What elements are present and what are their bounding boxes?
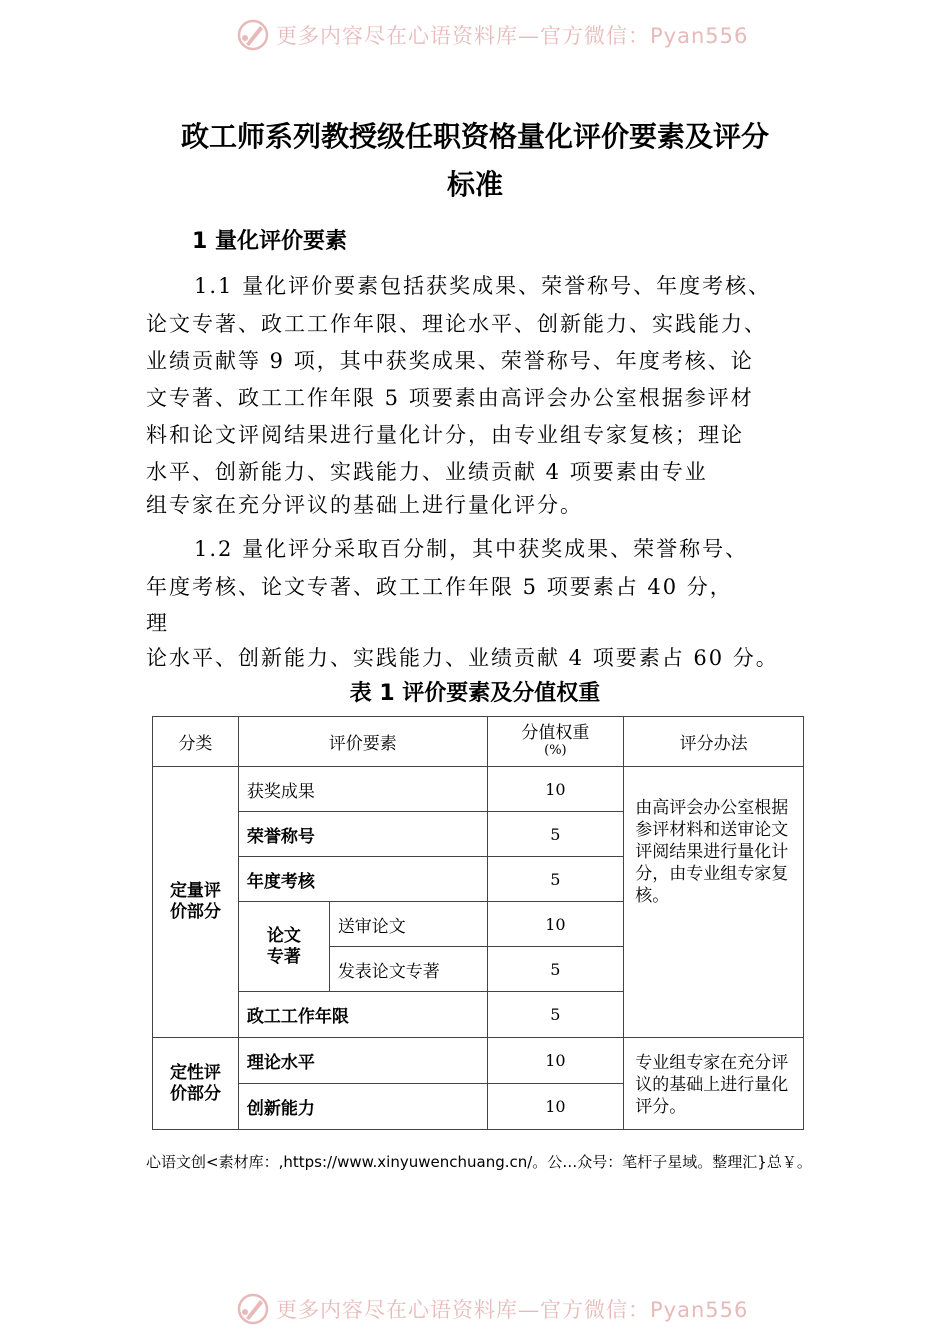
pen-logo-icon bbox=[236, 18, 270, 52]
weight-cell: 10 bbox=[487, 767, 624, 812]
thesis-group-cell: 论文专著 bbox=[238, 902, 329, 992]
paragraph-2-line: 年度考核、论文专著、政工工作年限 5 项要素占 40 分， bbox=[146, 575, 733, 599]
section-heading: 1 量化评价要素 bbox=[192, 229, 347, 254]
header-weight: 分值权重 (%) bbox=[487, 717, 624, 767]
watermark-banner-top bbox=[0, 16, 950, 56]
category-qualitative: 定性评价部分 bbox=[153, 1038, 239, 1130]
element-cell: 理论水平 bbox=[238, 1038, 487, 1084]
footnote: 心语文创<素材库：,https://www.xinyuwenchuang.cn/。公…众号：笔杆子星域。整理汇}总￥。 bbox=[146, 1153, 812, 1171]
paragraph-2-line: 理 bbox=[146, 611, 169, 635]
element-cell: 荣誉称号 bbox=[238, 812, 487, 857]
header-method: 评分办法 bbox=[624, 717, 804, 767]
paragraph-1-line: 组专家在充分评议的基础上进行量化评分。 bbox=[146, 493, 583, 517]
table-row bbox=[153, 767, 804, 812]
weight-cell: 5 bbox=[487, 947, 624, 992]
element-cell: 发表论文专著 bbox=[329, 947, 487, 992]
weight-cell: 5 bbox=[487, 992, 624, 1038]
paragraph-1-line: 论文专著、政工工作年限、理论水平、创新能力、实践能力、 bbox=[146, 312, 767, 336]
watermark-text: 更多内容尽在心语资料库—官方微信：Pyan556 bbox=[276, 24, 749, 48]
header-element: 评价要素 bbox=[238, 717, 487, 767]
paragraph-2-line: 论水平、创新能力、实践能力、业绩贡献 4 项要素占 60 分。 bbox=[146, 646, 779, 670]
weight-cell: 10 bbox=[487, 902, 624, 947]
element-cell: 送审论文 bbox=[329, 902, 487, 947]
weight-cell: 5 bbox=[487, 812, 624, 857]
paragraph-1-line: 文专著、政工工作年限 5 项要素由高评会办公室根据参评材 bbox=[146, 386, 754, 410]
page-title-line2: 标准 bbox=[446, 168, 503, 201]
paragraph-1-line: 业绩贡献等 9 项，其中获奖成果、荣誉称号、年度考核、论 bbox=[146, 349, 754, 373]
paragraph-1-line: 1.1 量化评价要素包括获奖成果、荣誉称号、年度考核、 bbox=[194, 274, 772, 298]
element-cell: 年度考核 bbox=[238, 857, 487, 902]
weight-cell: 10 bbox=[487, 1084, 624, 1130]
page-title-line1: 政工师系列教授级任职资格量化评价要素及评分 bbox=[180, 120, 769, 153]
element-cell: 创新能力 bbox=[238, 1084, 487, 1130]
table-header-row bbox=[153, 717, 804, 767]
paragraph-1-line: 水平、创新能力、实践能力、业绩贡献 4 项要素由专业 bbox=[146, 460, 708, 484]
element-cell: 政工工作年限 bbox=[238, 992, 487, 1038]
table-caption: 表 1 评价要素及分值权重 bbox=[349, 681, 601, 706]
table-row bbox=[153, 1038, 804, 1084]
weight-cell: 5 bbox=[487, 857, 624, 902]
weight-cell: 10 bbox=[487, 1038, 624, 1084]
method-qualitative: 专业组专家在充分评议的基础上进行量化评分。 bbox=[624, 1038, 804, 1130]
method-quantitative: 由高评会办公室根据参评材料和送审论文评阅结果进行量化计分，由专业组专家复核。 bbox=[624, 767, 804, 1038]
pen-logo-icon bbox=[236, 1292, 270, 1326]
element-cell: 获奖成果 bbox=[238, 767, 487, 812]
evaluation-table bbox=[152, 716, 804, 1130]
category-quantitative: 定量评价部分 bbox=[153, 767, 239, 1038]
watermark-text: 更多内容尽在心语资料库—官方微信：Pyan556 bbox=[276, 1298, 749, 1322]
watermark-banner-bottom bbox=[0, 1290, 950, 1330]
paragraph-1-line: 料和论文评阅结果进行量化计分，由专业组专家复核；理论 bbox=[146, 423, 744, 447]
paragraph-2-line: 1.2 量化评分采取百分制，其中获奖成果、荣誉称号、 bbox=[194, 537, 749, 561]
header-category: 分类 bbox=[153, 717, 239, 767]
